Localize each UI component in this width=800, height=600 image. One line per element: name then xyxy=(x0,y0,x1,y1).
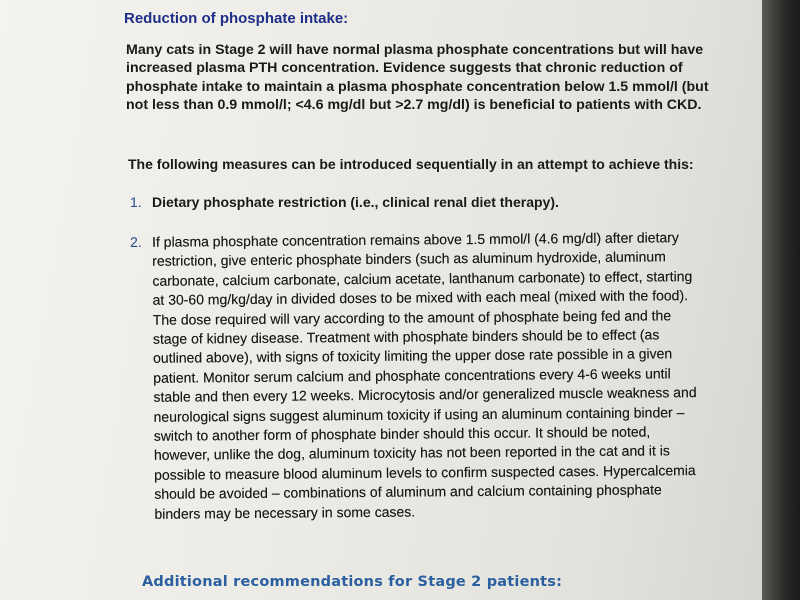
list-item-text: If plasma phosphate concentration remains above 1.5 mmol/l (4.6 mg/dl) after dietary restriction, give enteric phosphate binders (such as aluminum hydroxide, aluminum carbonate, calcium carbonate, calcium acetate, lanthanum carbonate) to effect, starting at 30-60 mg/kg/day in divided doses to be mixed with each meal (mixed with the food). The dose required will vary according to the amount of phosphate being fed and the stage of kidney disease. Treatment with phosphate binders should be to effect (as outlined above), with signs of toxicity limiting the upper dose rate possible in a given patient. Monitor serum calcium and phosphate concentrations every 4-6 weeks until stable and then every 12 weeks. Microcytosis and/or generalized muscle weakness and neurological signs suggest aluminum toxicity if using an aluminum containing binder – switch to another form of phosphate binder should this occur. It should be noted, however, unlike the dog, aluminum toxicity has not been reported in the cat and it is possible to measure blood aluminum levels to confirm suspected cases. Hypercalcemia should be avoided – combinations of aluminum and calcium containing phosphate binders may be necessary in some cases. xyxy=(152,229,697,522)
list-item xyxy=(130,228,700,524)
measures-lead-text: The following measures can be introduced sequentially in an attempt to achieve this: xyxy=(128,156,694,172)
intro-paragraph: Many cats in Stage 2 will have normal plasma phosphate concentrations but will have increased plasma PTH concentration. Evidence suggests that chronic reduction of phosphate intake to maintain a plasma phosphate concentration below 1.5 mmol/l (but not less than 0.9 mmol/l; <4.6 mg/dl but >2.7 mg/dl) is beneficial to patients with CKD. xyxy=(126,42,709,114)
next-section-heading: Additional recommendations for Stage 2 patients: xyxy=(142,574,563,590)
list-item-number: 2. xyxy=(130,233,142,250)
screen-bezel xyxy=(762,0,800,600)
measures-list xyxy=(130,193,730,524)
list-item-text: Dietary phosphate restriction (i.e., clinical renal diet therapy). xyxy=(152,194,559,210)
list-item-number: 1. xyxy=(130,194,142,210)
list-item xyxy=(130,193,730,211)
section-heading: Reduction of phosphate intake: xyxy=(124,10,349,27)
